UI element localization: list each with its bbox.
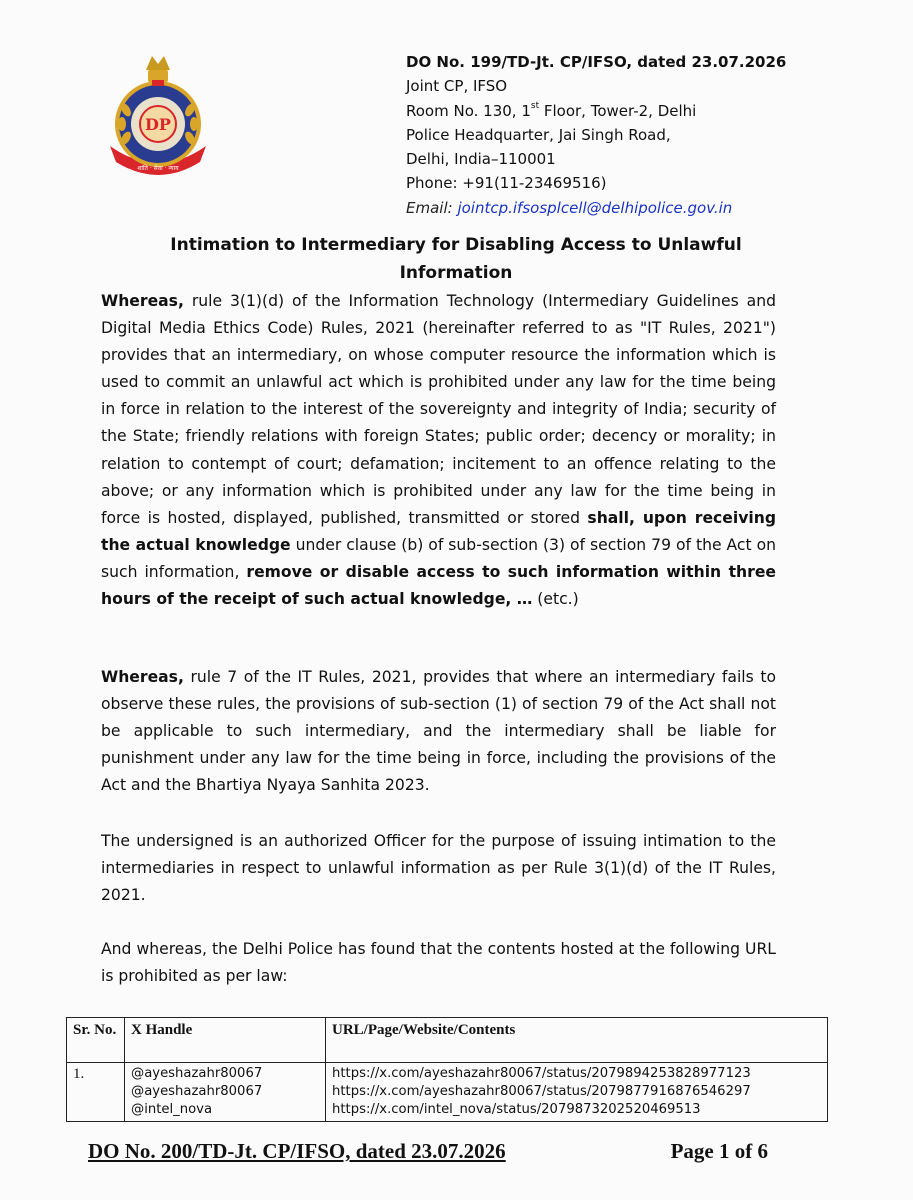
p1-text-2: under clause (b) of sub-section (3) of section 79 of the Act on such information, [101, 535, 776, 581]
table-header-row [67, 1018, 828, 1063]
p1-bold-2: remove or disable access to such information within three hours of the receipt of such actual knowledge, … [101, 562, 776, 609]
header-x-handle: X Handle [125, 1018, 326, 1063]
header-room [406, 99, 886, 123]
p1-lead: Whereas, [101, 292, 184, 310]
table-row [67, 1063, 828, 1122]
title-line-1: Intimation to Intermediary for Disabling Access to Unlawful [170, 235, 742, 255]
p2-text: rule 7 of the IT Rules, 2021, provides that where an intermediary fails to observe these rules, the provisions of sub-section (1) of section 79 of the Act shall not be applicable to such intermediary, and the intermediary shall be liable for punishment under any law for the time being in force, including the provisions of the Act and the Bhartiya Nyaya Sanhita 2023. [101, 668, 776, 795]
url-link[interactable]: https://x.com/ayeshazahr80067/status/2079894253828977123 [332, 1066, 751, 1081]
header-office: Joint CP, IFSO [406, 77, 508, 96]
handle-item: @ayeshazahr80067 [131, 1066, 263, 1081]
footer-do-number: DO No. 200/TD-Jt. CP/IFSO, dated 23.07.2026 [88, 1139, 506, 1163]
delhi-police-emblem-logo [96, 50, 220, 178]
url-table [66, 1017, 828, 1122]
header-room-pre: Room No. 130, 1 [406, 101, 531, 120]
p1-text-1: rule 3(1)(d) of the Information Technology (Intermediary Guidelines and Digital Media Ethics Code) Rules, 2021 (hereinafter referred to as "IT Rules, 2021") provides that an intermediary, on whose computer resource the information which is used to commit an unlawful act which is prohibited under any law for the time being in force in relation to the interest of the sovereignty and integrity of India; security of the State; friendly relations with foreign States; public order; decency or morality; in relation to contempt of court; defamation; incitement to an offence relating to the above; or any information which is prohibited under any law for the time being in force is hosted, displayed, published, transmitted or stored [101, 292, 776, 527]
header-building: Police Headquarter, Jai Singh Road, [406, 125, 671, 144]
footer-page-number: Page 1 of 6 [670, 1139, 768, 1163]
header-room-sup: st [530, 100, 540, 111]
emblem-motto: शांति · सेवा · न्याय [137, 165, 179, 172]
header-room-post: Floor, Tower-2, Delhi [539, 101, 697, 120]
p1-bold-1: shall, upon receiving the actual knowledge [101, 508, 776, 554]
handle-item: @intel_nova [131, 1102, 213, 1117]
header-do-number: DO No. 199/TD-Jt. CP/IFSO, dated 23.07.2026 [406, 53, 787, 71]
header-city: Delhi, India–110001 [406, 150, 556, 169]
paragraph-authorized-officer: The undersigned is an authorized Officer for the purpose of issuing intimation to the intermediaries in respect to unlawful information as per Rule 3(1)(d) of the IT Rules, 2021. [101, 832, 776, 905]
url-link[interactable]: https://x.com/ayeshazahr80067/status/2079877916876546297 [332, 1084, 751, 1099]
header-phone: Phone: +91(11-23469516) [406, 174, 607, 193]
p2-lead: Whereas, [101, 668, 184, 686]
p1-text-3: (etc.) [532, 590, 579, 609]
emblem-monogram: DP [145, 115, 171, 134]
url-link[interactable]: https://x.com/intel_nova/status/2079873202520469513 [332, 1102, 701, 1117]
paragraph-rule-7 [101, 664, 776, 799]
row-handles [125, 1063, 326, 1122]
paragraph-rule-3-1-d [101, 288, 776, 613]
row-urls [326, 1063, 828, 1122]
sender-address-block [406, 50, 886, 220]
email-label: Email: [406, 198, 453, 217]
page-footer [88, 1139, 768, 1164]
header-sr-no: Sr. No. [67, 1018, 125, 1063]
header-url: URL/Page/Website/Contents [326, 1018, 828, 1063]
paragraph-prohibited-urls: And whereas, the Delhi Police has found that the contents hosted at the following URL is prohibited as per law: [101, 940, 776, 986]
header-email [406, 196, 886, 220]
title-line-2: Information [399, 263, 513, 283]
handle-item: @ayeshazahr80067 [131, 1084, 263, 1099]
document-title [100, 231, 812, 287]
email-link[interactable]: jointcp.ifsosplcell@delhipolice.gov.in [457, 198, 733, 217]
row-sr-no: 1. [67, 1063, 125, 1122]
